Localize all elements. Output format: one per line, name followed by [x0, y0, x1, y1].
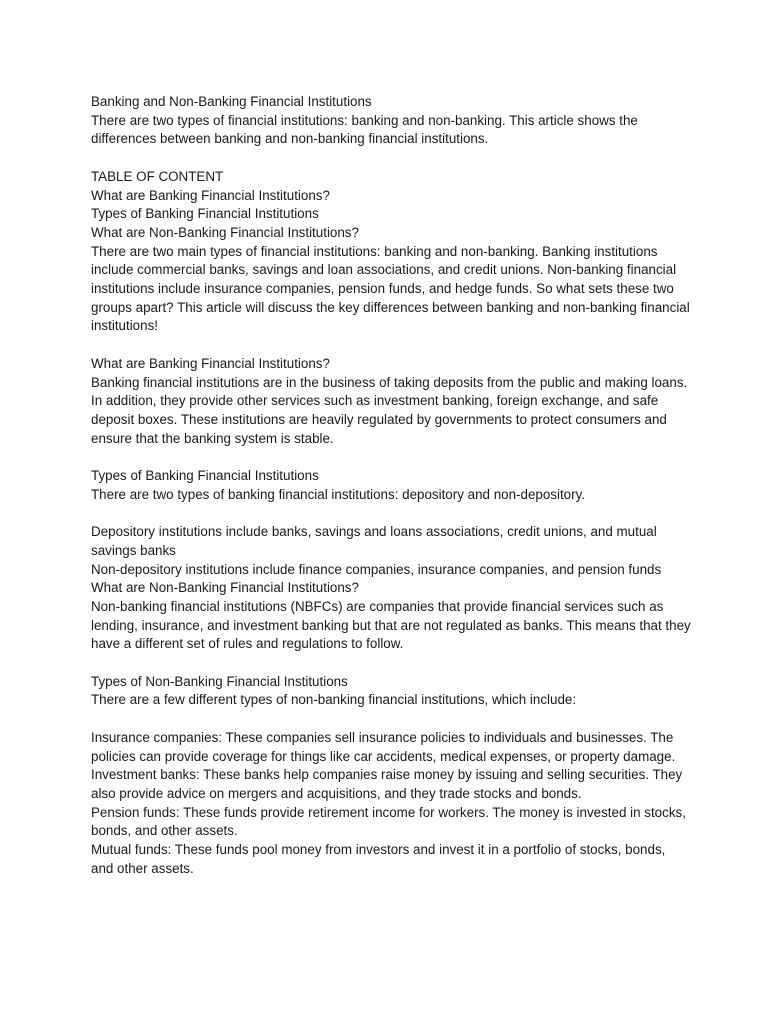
type-investment-banks: Investment banks: These banks help companies raise money by issuing and selling securities. They also provide advice on mergers and acquisitions, and they trade stocks and bonds. — [91, 767, 683, 801]
intro-paragraph: There are two types of financial institutions: banking and non-banking. This article shows the differences between banking and non-banking financial institutions. — [91, 112, 638, 147]
section-heading-types-non-banking: Types of Non-Banking Financial Institutions — [91, 673, 348, 689]
paragraph-gap — [91, 448, 691, 467]
toc-heading: TABLE OF CONTENT — [91, 168, 224, 184]
type-mutual-funds: Mutual funds: These funds pool money from investors and invest it in a portfolio of stocks, bonds, and other assets. — [91, 842, 666, 876]
section-body-banking: Banking financial institutions are in the business of taking deposits from the public and making loans. In addition, they provide other services such as investment banking, foreign exchange, and safe deposit boxes. These institutions are heavily regulated by governments to protect consumers and ensure that the banking system is stable. — [91, 374, 688, 446]
non-depository-paragraph: Non-depository institutions include finance companies, insurance companies, and pension funds — [91, 561, 662, 577]
type-pension-funds: Pension funds: These funds provide retirement income for workers. The money is invested in stocks, bonds, and other assets. — [91, 804, 686, 839]
section-body-types-banking: There are two types of banking financial institutions: depository and non-depository. — [91, 486, 586, 502]
depository-paragraph: Depository institutions include banks, savings and loans associations, credit unions, and mutual savings banks — [91, 524, 657, 558]
section-heading-non-banking: What are Non-Banking Financial Institutions? — [91, 580, 359, 596]
toc-item-banking: What are Banking Financial Institutions? — [91, 187, 330, 203]
toc-item-non-banking: What are Non-Banking Financial Institutions? — [91, 224, 359, 240]
document-page — [91, 93, 691, 878]
section-body-non-banking: Non-banking financial institutions (NBFCs) are companies that provide financial services such as lending, insurance, and investment banking but that are not regulated as banks. This means that they have a different set of rules and regulations to follow. — [91, 598, 691, 652]
paragraph-gap — [91, 504, 691, 523]
paragraph-gap — [91, 336, 691, 355]
document-title: Banking and Non-Banking Financial Institutions — [91, 94, 372, 109]
paragraph-gap — [91, 710, 691, 729]
section-body-types-non-banking: There are a few different types of non-banking financial institutions, which include: — [91, 692, 577, 708]
paragraph-gap — [91, 149, 691, 168]
section-heading-types-banking: Types of Banking Financial Institutions — [91, 468, 319, 484]
paragraph-gap — [91, 654, 691, 673]
overview-paragraph: There are two main types of financial institutions: banking and non-banking. Banking institutions include commercial banks, savings and loan associations, and credit unions. Non-banking financial institutions include insurance companies, pension funds, and hedge funds. So what sets these two groups apart? This article will discuss the key differences between banking and non-banking financial institutions! — [91, 243, 690, 334]
toc-item-types-banking: Types of Banking Financial Institutions — [91, 206, 319, 222]
type-insurance-companies: Insurance companies: These companies sell insurance policies to individuals and businesses. The policies can provide coverage for things like car accidents, medical expenses, or property damage. — [91, 729, 676, 764]
section-heading-banking: What are Banking Financial Institutions? — [91, 355, 330, 371]
